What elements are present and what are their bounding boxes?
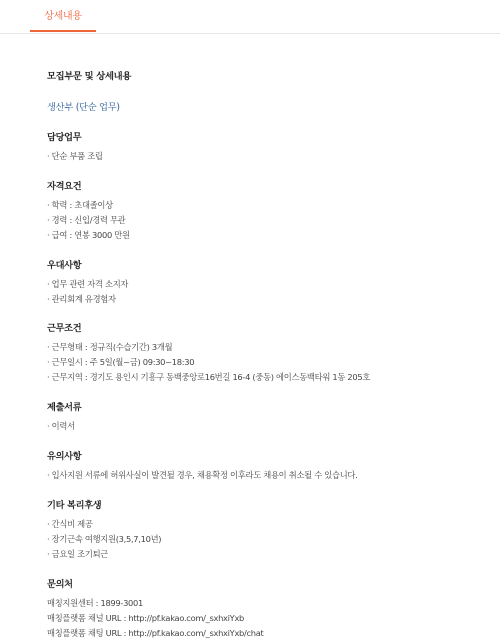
tab-bar [0,0,500,34]
list-item: · 관리회계 유경험자 [47,292,500,307]
list-item: · 근무지역 : 경기도 용인시 기흥구 동백중앙로16번길 16-4 (중동) 에이스동백타워 1동 205호 [47,370,500,385]
list-item: · 단순 부품 조립 [47,149,500,164]
section-qualifications [47,181,500,243]
detail-content [0,34,500,640]
section-contact [47,579,500,640]
list-item: · 이력서 [47,419,500,434]
main-heading: 모집부문 및 상세내용 [47,68,500,82]
contact-phone: 매칭지원센터 : 1899-3001 [47,596,500,611]
section-title: 기타 복리후생 [47,500,500,512]
section-notice [47,451,500,483]
list-item: · 근무형태 : 정규직(수습기간) 3개월 [47,340,500,355]
section-duties [47,132,500,164]
section-preferences [47,260,500,307]
list-item: · 금요일 조기퇴근 [47,547,500,562]
list-item: · 장기근속 여행지원(3,5,7,10년) [47,532,500,547]
list-item: · 급여 : 연봉 3000 만원 [47,228,500,243]
section-title: 유의사항 [47,451,500,463]
list-item: · 간식비 제공 [47,517,500,532]
list-item: · 입사지원 서류에 허위사실이 발견될 경우, 채용확정 이후라도 채용이 취소될 수 있습니다. [47,468,500,483]
section-title: 제출서류 [47,402,500,414]
contact-chat-url[interactable]: 매칭플랫폼 채팅 URL : http://pf.kakao.com/_sxhxiYxb/chat [47,626,500,640]
list-item: · 근무일시 : 주 5일(월~금) 09:30~18:30 [47,355,500,370]
contact-channel-url[interactable]: 매칭플랫폼 채널 URL : http://pf.kakao.com/_sxhxiYxb [47,611,500,626]
position-title: 생산부 (단순 업무) [47,99,500,113]
list-item: · 경력 : 신입/경력 무관 [47,213,500,228]
section-benefits [47,500,500,562]
section-title: 우대사항 [47,260,500,272]
section-documents [47,402,500,434]
section-title: 근무조건 [47,323,500,335]
section-title: 자격요건 [47,181,500,193]
section-work-conditions [47,323,500,385]
section-title: 담당업무 [47,132,500,144]
list-item: · 업무 관련 자격 소지자 [47,277,500,292]
section-title: 문의처 [47,579,500,591]
list-item: · 학력 : 초대졸이상 [47,198,500,213]
tab-details[interactable]: 상세내용 [30,0,96,32]
